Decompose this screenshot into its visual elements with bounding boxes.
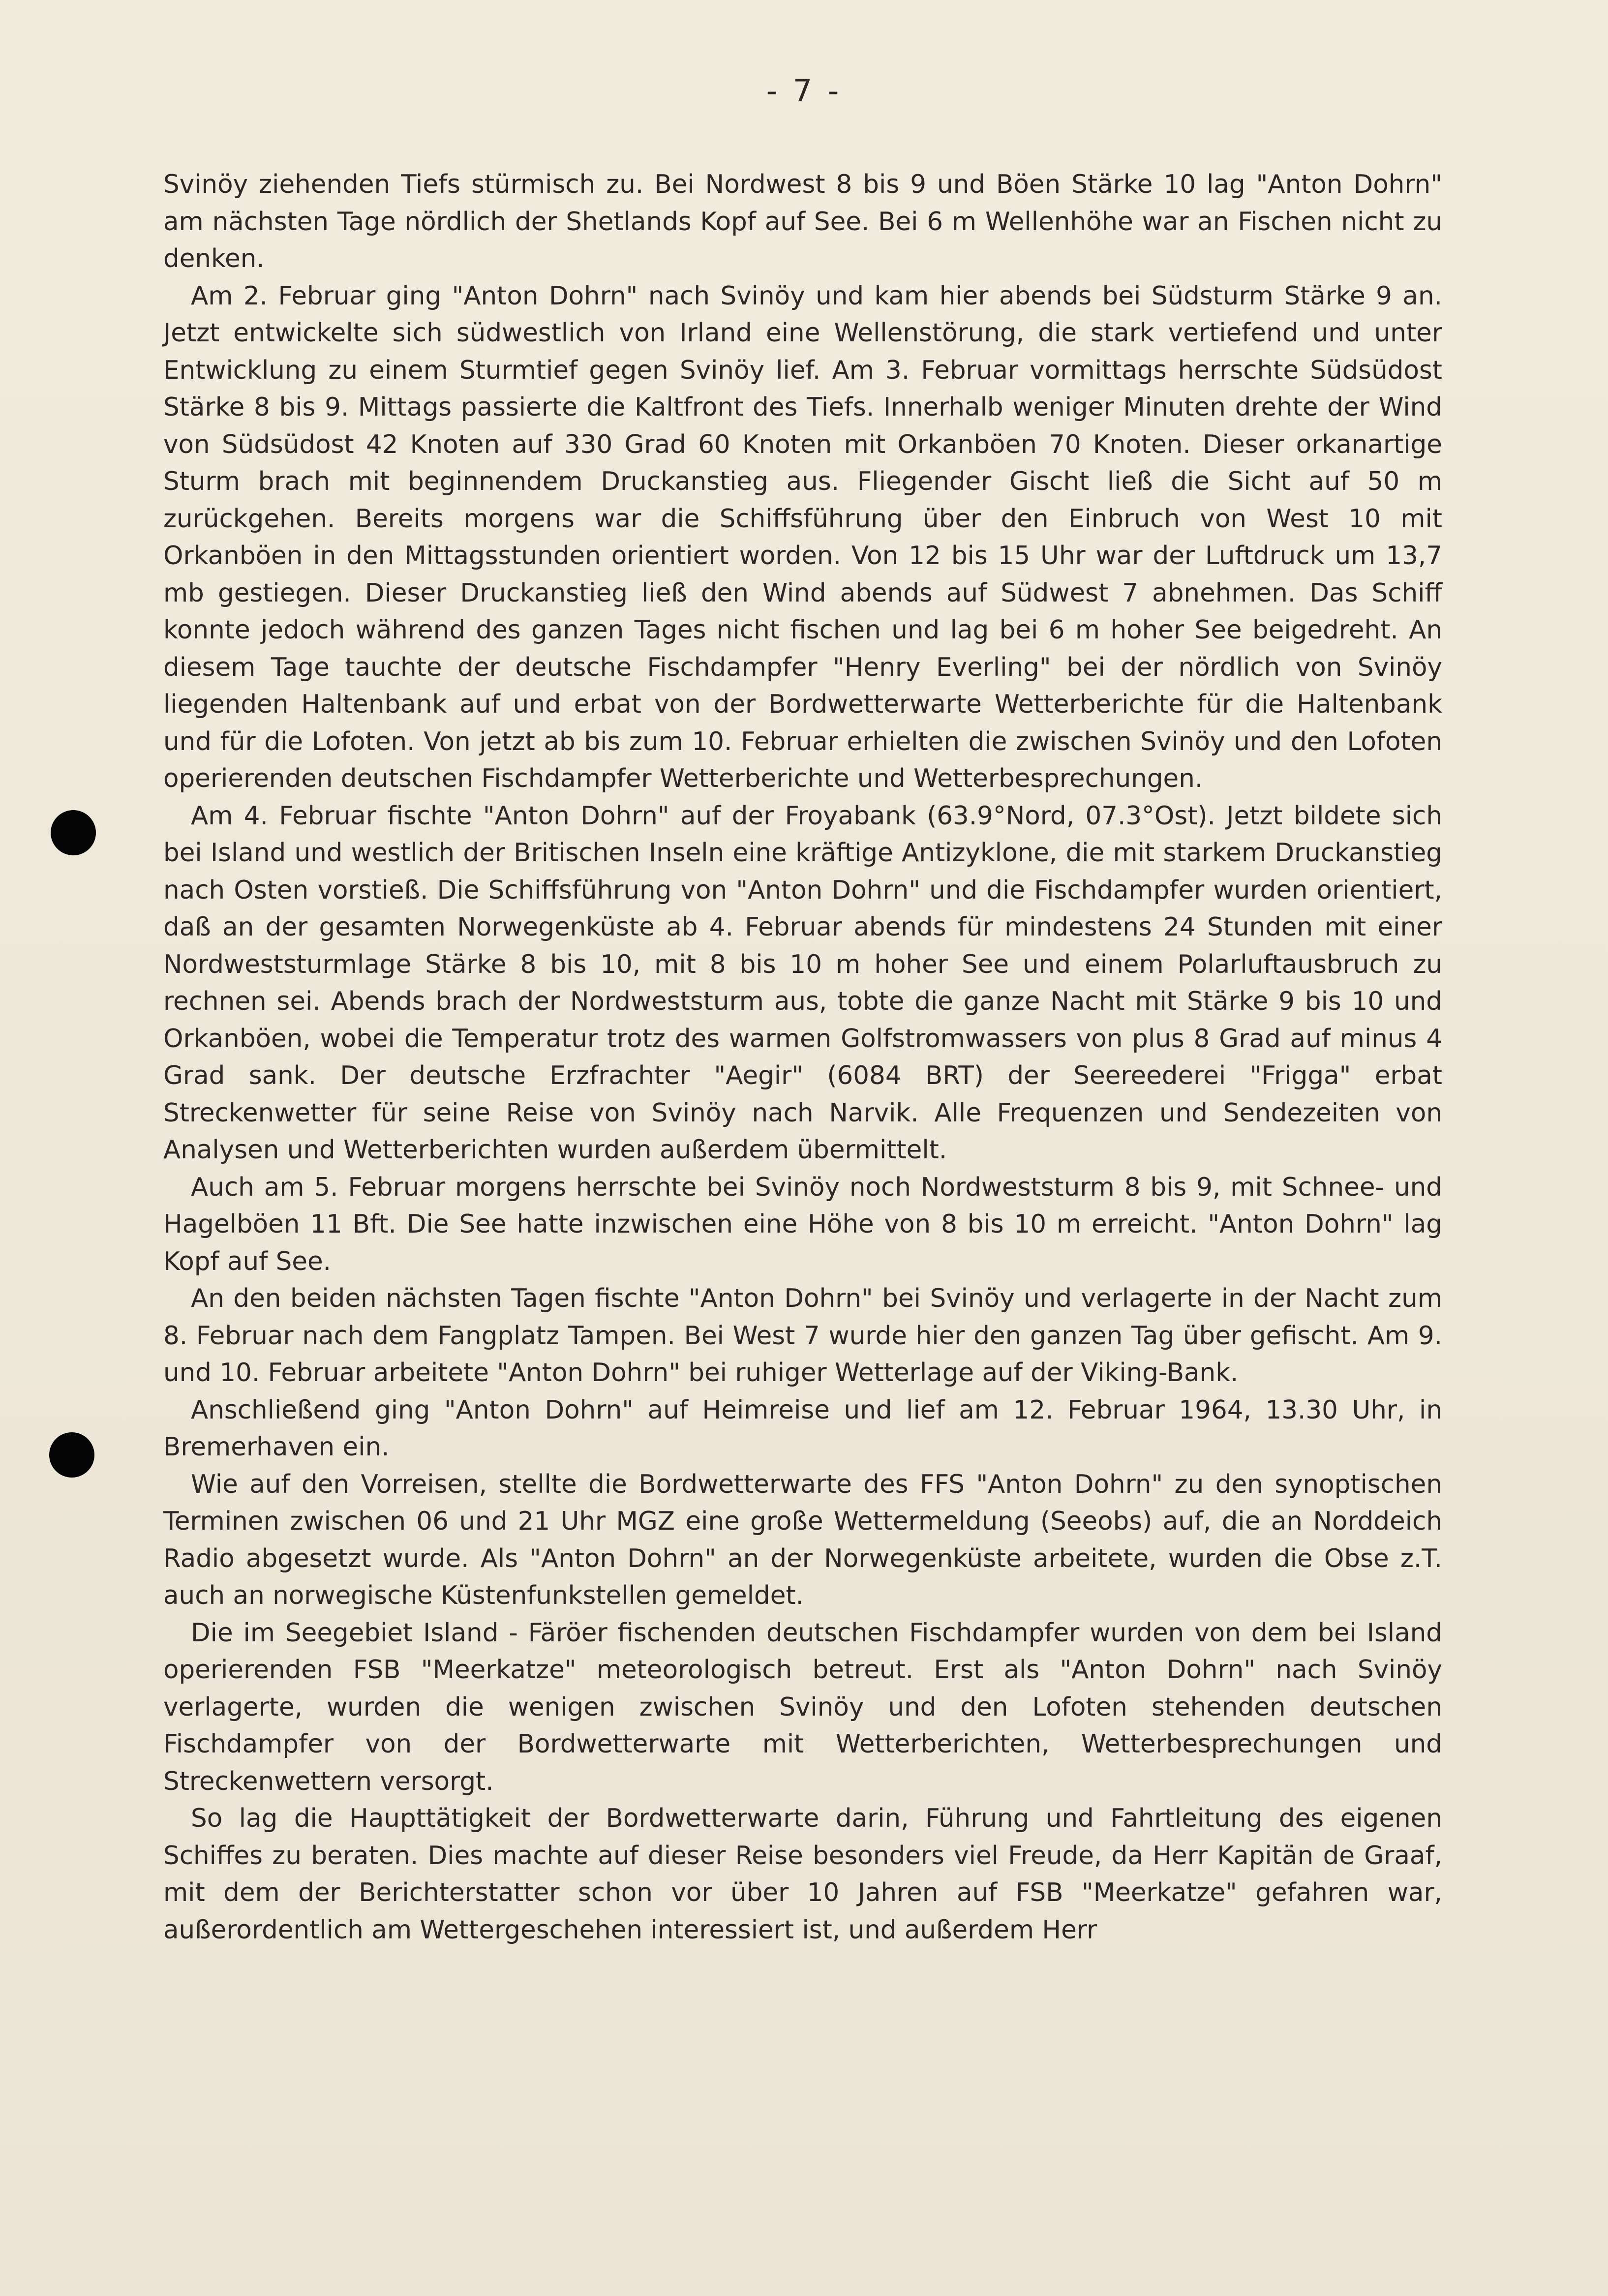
paragraph: An den beiden nächsten Tagen fischte "Anton Dohrn" bei Svinöy und verlagerte in der Nacht zum 8. Februar nach dem Fangplatz Tampen. Bei West 7 wurde hier den ganzen Tag über gefischt. Am 9. und 10. Februar arbeitete "Anton Dohrn" bei ruhiger Wetterlage auf der Viking-Bank. — [163, 1284, 1442, 1388]
paragraph: Die im Seegebiet Island - Färöer fischenden deutschen Fischdampfer wurden von dem bei Island operierenden FSB "Meerkatze" meteorologisch betreut. Erst als "Anton Dohrn" nach Svinöy verlagerte, wurden die wenigen zwischen Svinöy und den Lofoten stehenden deutschen Fischdampfer von der Bordwetterwarte mit Wetterberichten, Wetterbesprechungen und Streckenwettern versorgt. — [163, 1618, 1442, 1796]
paragraph: Svinöy ziehenden Tiefs stürmisch zu. Bei Nordwest 8 bis 9 und Böen Stärke 10 lag "Anton Dohrn" am nächsten Tage nördlich der Shetlands Kopf auf See. Bei 6 m Wellenhöhe war an Fischen nicht zu denken. — [163, 170, 1442, 273]
page-number: - 7 - — [766, 73, 842, 109]
paragraph: Am 4. Februar fischte "Anton Dohrn" auf der Froyabank (63.9°Nord, 07.3°Ost). Jetzt bildete sich bei Island und westlich der Britischen Inseln eine kräftige Antizyklone, die mit starkem Druckanstieg nach Osten vorstieß. Die Schiffsführung von "Anton Dohrn" und die Fischdampfer wurden orientiert, daß an der gesamten Norwegenküste ab 4. Februar abends für mindestens 24 Stunden mit einer Nordweststurmlage Stärke 8 bis 10, mit 8 bis 10 m hoher See und einem Polarluftausbruch zu rechnen sei. Abends brach der Nordweststurm aus, tobte die ganze Nacht mit Stärke 9 bis 10 und Orkanböen, wobei die Temperatur trotz des warmen Golfstromwassers von plus 8 Grad auf minus 4 Grad sank. Der deutsche Erzfrachter "Aegir" (6084 BRT) der Seereederei "Frigga" erbat Streckenwetter für seine Reise von Svinöy nach Narvik. Alle Frequenzen und Sendezeiten von Analysen und Wetterberichten wurden außerdem übermittelt. — [163, 801, 1442, 1165]
paragraph: Anschließend ging "Anton Dohrn" auf Heimreise und lief am 12. Februar 1964, 13.30 Uhr, in Bremerhaven ein. — [163, 1395, 1442, 1462]
body-text — [163, 166, 1442, 1949]
paragraph: Am 2. Februar ging "Anton Dohrn" nach Svinöy und kam hier abends bei Südsturm Stärke 9 an. Jetzt entwickelte sich südwestlich von Irland eine Wellenstörung, die stark vertiefend und unter Entwicklung zu einem Sturmtief gegen Svinöy lief. Am 3. Februar vormittags herrschte Südsüdost Stärke 8 bis 9. Mittags passierte die Kaltfront des Tiefs. Innerhalb weniger Minuten drehte der Wind von Südsüdost 42 Knoten auf 330 Grad 60 Knoten mit Orkanböen 70 Knoten. Dieser orkanartige Sturm brach mit beginnendem Druckanstieg aus. Fliegender Gischt ließ die Sicht auf 50 m zurückgehen. Bereits morgens war die Schiffsführung über den Einbruch von West 10 mit Orkanböen in den Mittagsstunden orientiert worden. Von 12 bis 15 Uhr war der Luftdruck um 13,7 mb gestiegen. Dieser Druckanstieg ließ den Wind abends auf Südwest 7 abnehmen. Das Schiff konnte jedoch während des ganzen Tages nicht fischen und lag bei 6 m hoher See beigedreht. An diesem Tage tauchte der deutsche Fischdampfer "Henry Everling" bei der nördlich von Svinöy liegenden Haltenbank auf und erbat von der Bordwetterwarte Wetterberichte für die Haltenbank und für die Lofoten. Von jetzt ab bis zum 10. Februar erhielten die zwischen Svinöy und den Lofoten operierenden deutschen Fischdampfer Wetterberichte und Wetterbesprechungen. — [163, 281, 1442, 793]
paragraph: Wie auf den Vorreisen, stellte die Bordwetterwarte des FFS "Anton Dohrn" zu den synoptischen Terminen zwischen 06 und 21 Uhr MGZ eine große Wettermeldung (Seeobs) auf, die an Norddeich Radio abgesetzt wurde. Als "Anton Dohrn" an der Norwegenküste arbeitete, wurden die Obse z.T. auch an norwegische Küstenfunkstellen gemeldet. — [163, 1469, 1442, 1610]
paragraph: Auch am 5. Februar morgens herrschte bei Svinöy noch Nordweststurm 8 bis 9, mit Schnee- und Hagelböen 11 Bft. Die See hatte inzwischen eine Höhe von 8 bis 10 m erreicht. "Anton Dohrn" lag Kopf auf See. — [163, 1172, 1442, 1276]
paragraph: So lag die Haupttätigkeit der Bordwetterwarte darin, Führung und Fahrtleitung des eigenen Schiffes zu beraten. Dies machte auf dieser Reise besonders viel Freude, da Herr Kapitän de Graaf, mit dem der Berichterstatter schon vor über 10 Jahren auf FSB "Meerkatze" gefahren war, außerordentlich am Wettergeschehen interessiert ist, und außerdem Herr — [163, 1804, 1442, 1945]
punch-hole-lower — [49, 1432, 94, 1478]
punch-hole-upper — [51, 810, 96, 855]
